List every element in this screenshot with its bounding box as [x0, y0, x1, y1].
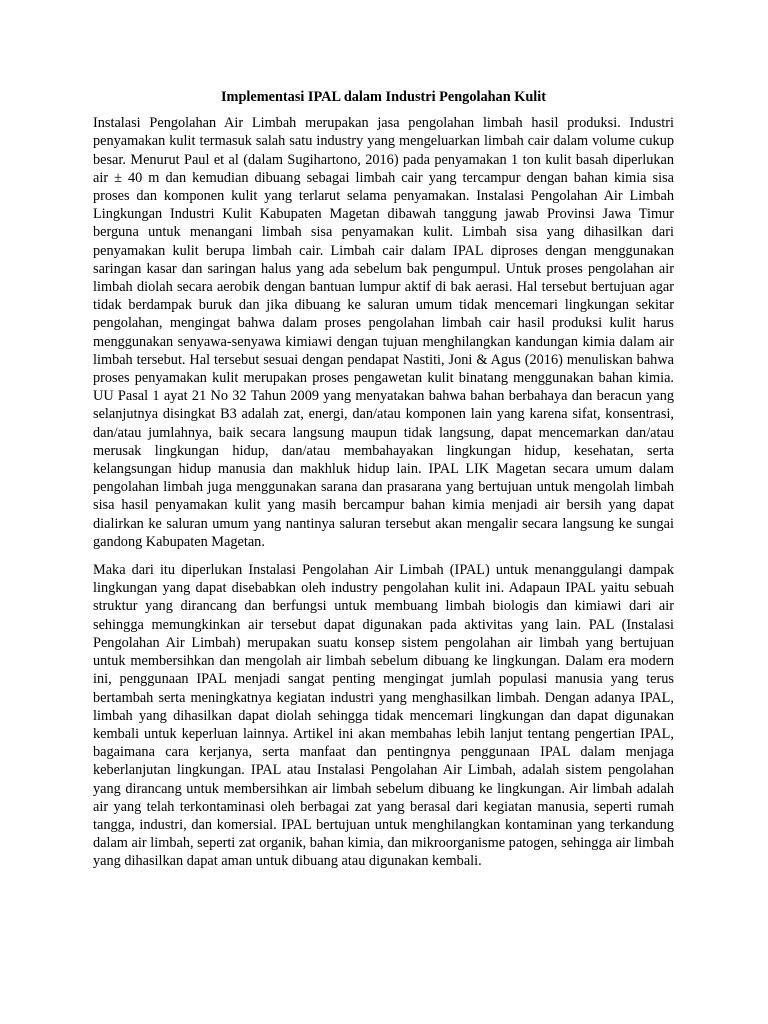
- document-page: [93, 88, 674, 881]
- document-title: Implementasi IPAL dalam Industri Pengolahan Kulit: [220, 89, 547, 105]
- paragraph-2: Maka dari itu diperlukan Instalasi Pengolahan Air Limbah (IPAL) untuk menanggulangi dampak lingkungan yang dapat disebabkan oleh industry pengolahan kulit ini. Adapaun IPAL yaitu sebuah struktur yang dirancang dan berfungsi untuk membuang limbah biologis dan kimiawi dari air sehingga memungkinkan air tersebut dapat digunakan pada aktivitas yang lain. PAL (Instalasi Pengolahan Air Limbah) merupakan suatu konsep sistem pengolahan air limbah yang bertujuan untuk membersihkan dan mengolah air limbah sebelum dibuang ke lingkungan. Dalam era modern ini, penggunaan IPAL menjadi sangat penting mengingat jumlah populasi manusia yang terus bertambah serta meningkatnya kegiatan industri yang menghasilkan limbah. Dengan adanya IPAL, limbah yang dihasilkan dapat diolah sehingga tidak mencemari lingkungan dan dapat digunakan kembali untuk keperluan lainnya. Artikel ini akan membahas lebih lanjut tentang pengertian IPAL, bagaimana cara kerjanya, serta manfaat dan pentingnya penggunaan IPAL dalam menjaga keberlanjutan lingkungan. IPAL atau Instalasi Pengolahan Air Limbah, adalah sistem pengolahan yang dirancang untuk membersihkan air limbah sebelum dibuang ke lingkungan. Air limbah adalah air yang telah terkontaminasi oleh berbagai zat yang berasal dari kegiatan manusia, seperti rumah tangga, industri, dan komersial. IPAL bertujuan untuk menghilangkan kontaminan yang terkandung dalam air limbah, seperti zat organik, bahan kimia, dan mikroorganisme patogen, sehingga air limbah yang dihasilkan dapat aman untuk dibuang atau digunakan kembali.: [93, 562, 674, 870]
- paragraph-1: Instalasi Pengolahan Air Limbah merupakan jasa pengolahan limbah hasil produksi. Industri penyamakan kulit termasuk salah satu industry yang mengeluarkan limbah cair dalam volume cukup besar. Menurut Paul et al (dalam Sugihartono, 2016) pada penyamakan 1 ton kulit basah diperlukan air ± 40 m dan kemudian dibuang sebagai limbah cair yang tercampur dengan bahan kimia sisa proses dan komponen kulit yang terlarut selama penyamakan. Instalasi Pengolahan Air Limbah Lingkungan Industri Kulit Kabupaten Magetan dibawah tanggung jawab Provinsi Jawa Timur berguna untuk menangani limbah sisa penyamakan kulit. Limbah sisa yang dihasilkan dari penyamakan kulit berupa limbah cair. Limbah cair dalam IPAL diproses dengan menggunakan saringan kasar dan saringan halus yang ada sebelum bak pengumpul. Untuk proses pengolahan air limbah diolah secara aerobik dengan bantuan lumpur aktif di bak aerasi. Hal tersebut bertujuan agar tidak berdampak buruk dan jika dibuang ke saluran umum tidak mencemari lingkungan sekitar pengolahan, mengingat bahwa dalam proses pengolahan limbah cair hasil produksi kulit harus menggunakan senyawa-senyawa kimiawi dengan tujuan menghilangkan kandungan kimia dalam air limbah tersebut. Hal tersebut sesuai dengan pendapat Nastiti, Joni & Agus (2016) menuliskan bahwa proses penyamakan kulit merupakan proses pengawetan kulit binatang menggunakan bahan kimia. UU Pasal 1 ayat 21 No 32 Tahun 2009 yang menyatakan bahwa bahan berbahaya dan beracun yang selanjutnya disingkat B3 adalah zat, energi, dan/atau komponen lain yang karena sifat, konsentrasi, dan/atau jumlahnya, baik secara langsung maupun tidak langsung, dapat mencemarkan dan/atau merusak lingkungan hidup, dan/atau membahayakan lingkungan hidup, kesehatan, serta kelangsungan hidup manusia dan makhluk hidup lain. IPAL LIK Magetan secara umum dalam pengolahan limbah juga menggunakan sarana dan prasarana yang bertujuan untuk mengolah limbah sisa hasil penyamakan kulit yang masih bercampur bahan kimia menjadi air bersih yang dapat dialirkan ke saluran umum yang nantinya saluran tersebut akan mengalir secara langsung ke sungai gandong Kabupaten Magetan.: [93, 115, 674, 550]
